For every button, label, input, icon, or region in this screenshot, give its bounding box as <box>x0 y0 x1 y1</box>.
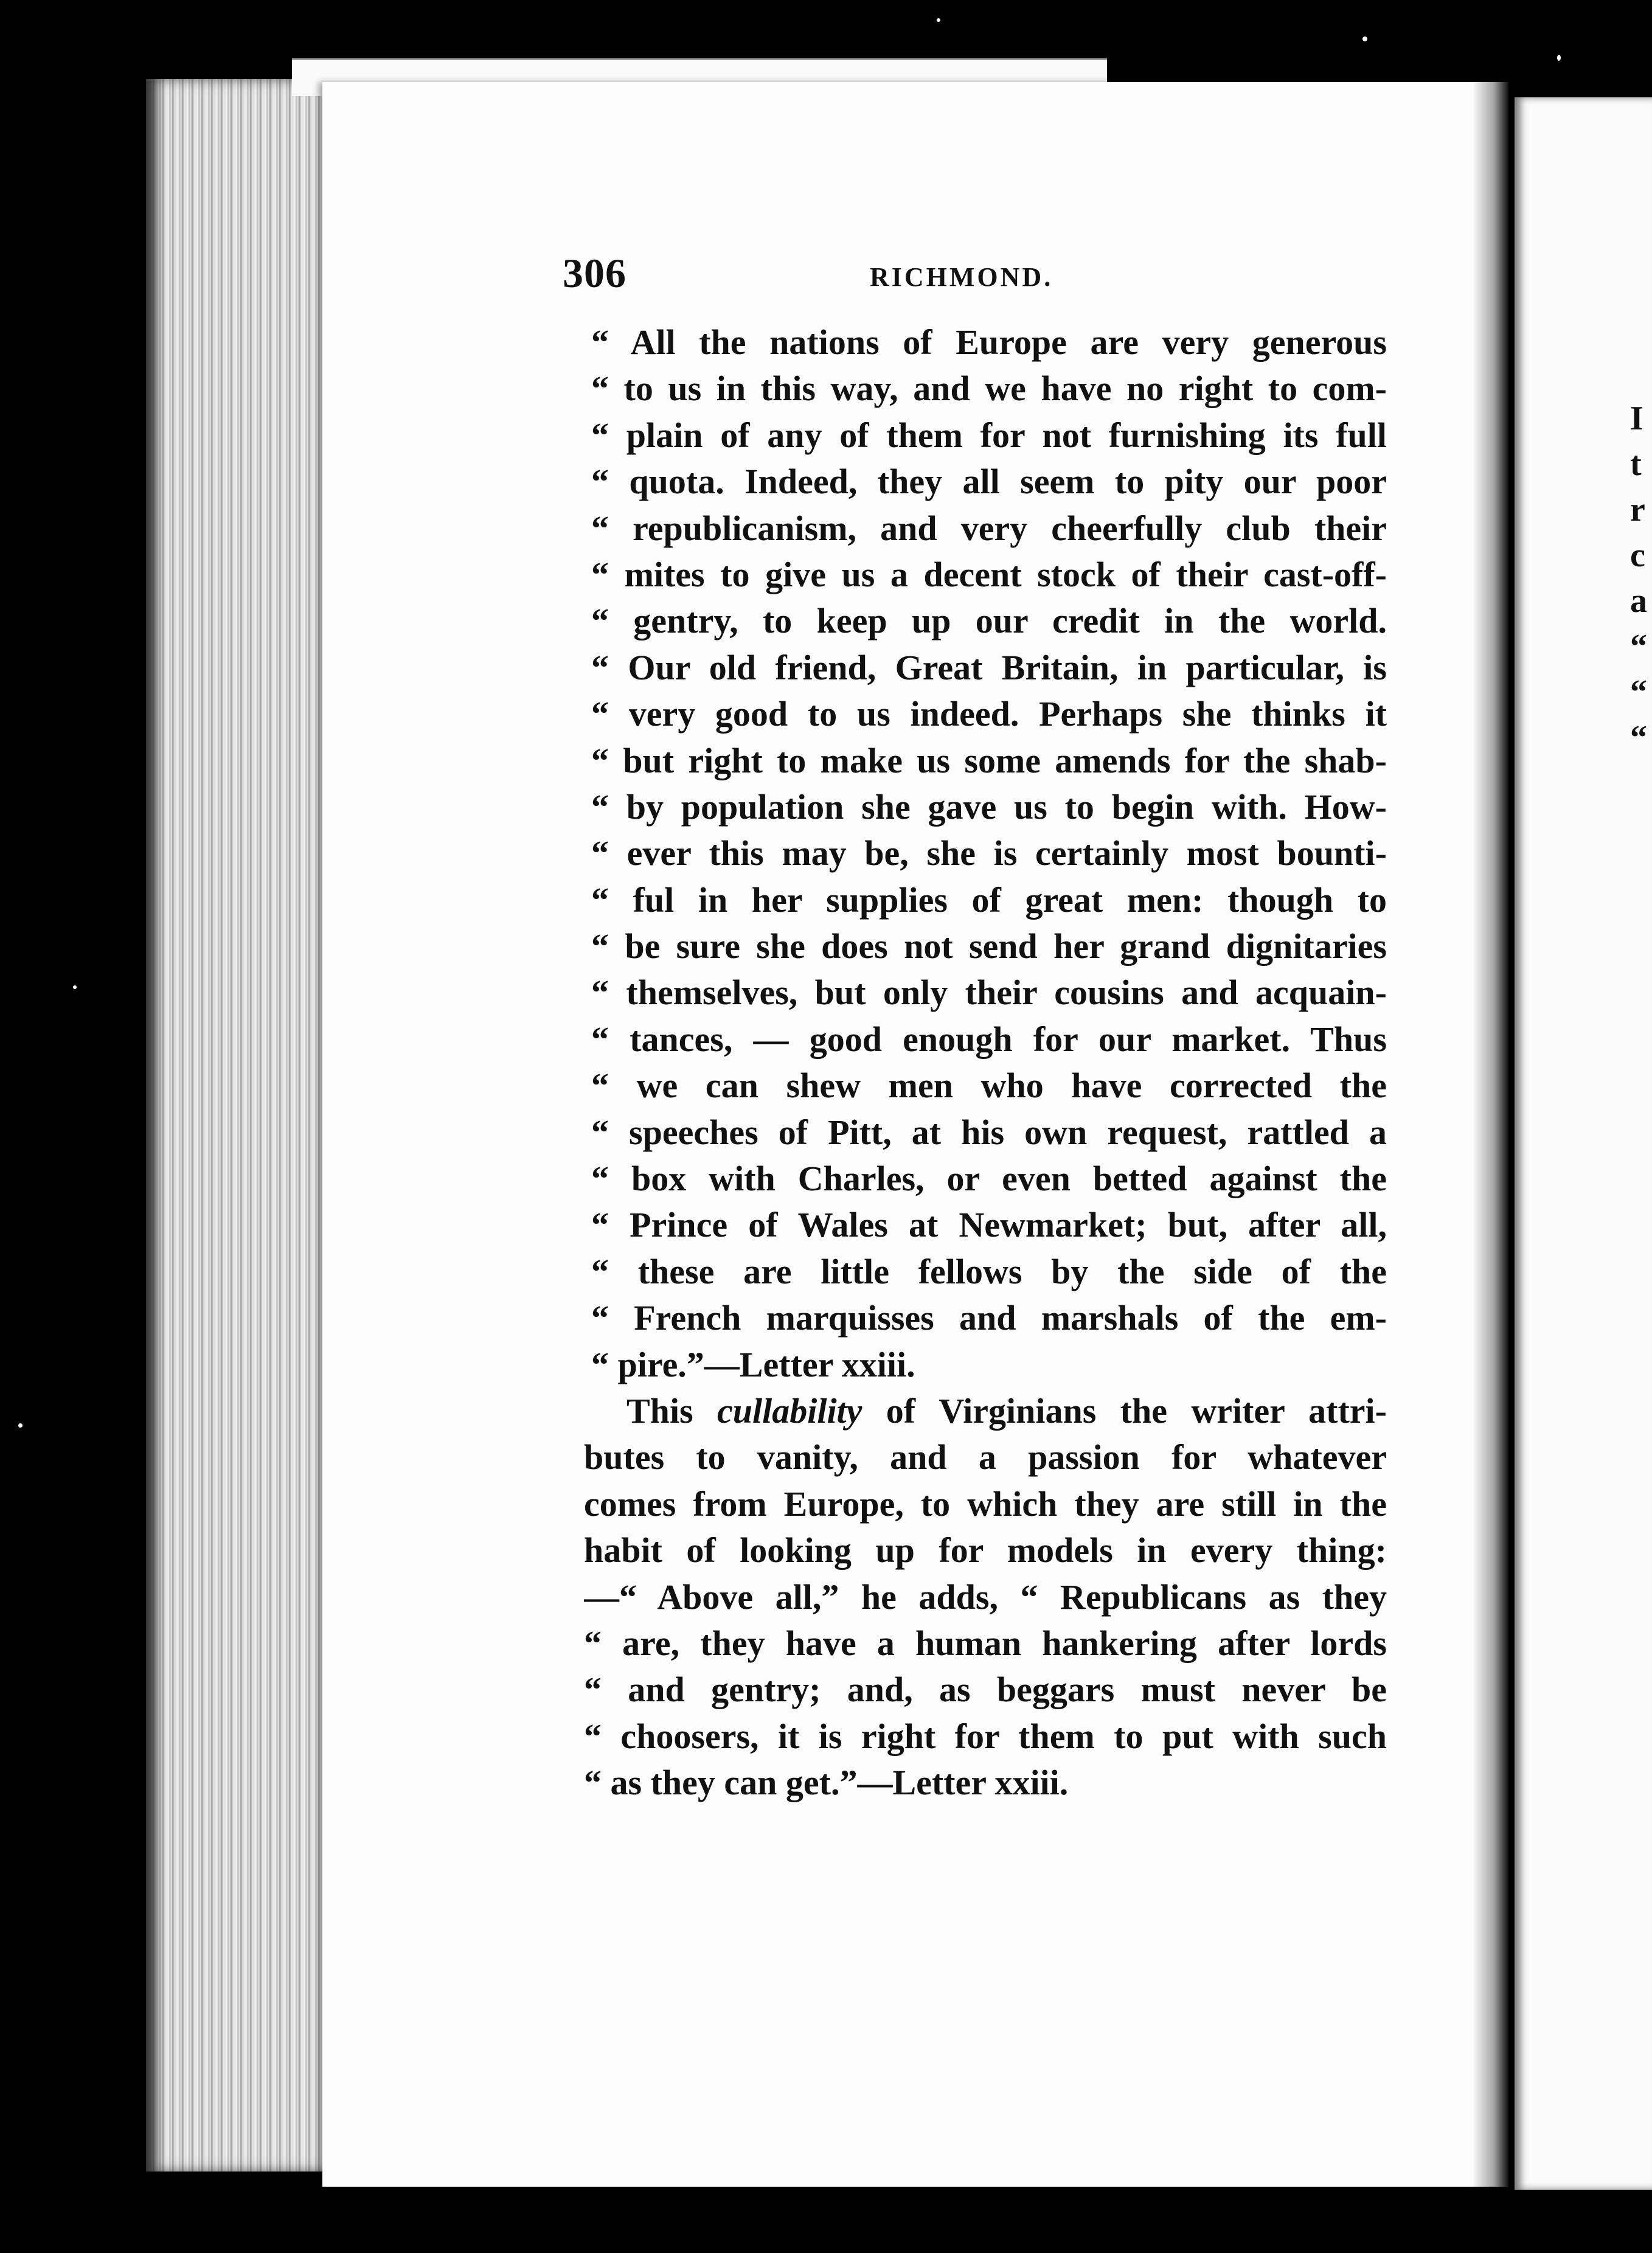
text-line: “ as they can get.”—Letter xxiii. <box>584 1763 1069 1803</box>
body-text <box>584 319 1387 1807</box>
scan-speck <box>1557 55 1561 61</box>
text-line: “ gentry, to keep up our credit in the world. <box>591 601 1387 641</box>
text-line: “ All the nations of Europe are very generous <box>591 322 1387 362</box>
running-head: RICHMOND. <box>870 262 1053 292</box>
text-line: “ plain of any of them for not furnishing its full <box>591 415 1387 455</box>
page-gutter <box>1472 82 1508 2187</box>
text-run: This <box>626 1390 717 1431</box>
text-line: “ tances, — good enough for our market. Thus <box>591 1019 1387 1059</box>
facing-page-fragment: “ <box>1630 719 1647 757</box>
text-run: of Virginians the writer attri- <box>862 1390 1387 1431</box>
facing-page-fragment: r <box>1630 491 1645 529</box>
facing-page-fragment: “ <box>1630 673 1647 711</box>
italic-word: cullability <box>717 1390 862 1431</box>
text-line: “ French marquisses and marshals of the em- <box>591 1298 1387 1338</box>
text-line: “ Our old friend, Great Britain, in particular, is <box>591 647 1387 687</box>
scan-speck <box>18 1423 23 1428</box>
text-line: “ ever this may be, she is certainly most bounti- <box>591 833 1387 873</box>
scan-speck <box>1362 36 1367 41</box>
text-line: “ themselves, but only their cousins and acquain- <box>591 973 1387 1013</box>
text-line: “ we can shew men who have corrected the <box>591 1066 1387 1106</box>
text-line: “ but right to make us some amends for the shab- <box>591 740 1387 780</box>
text-line: “ pire.”—Letter xxiii. <box>591 1344 915 1384</box>
facing-page <box>1515 97 1652 2190</box>
paragraph-first-line <box>584 1388 1387 1434</box>
text-line: “ be sure she does not send her grand dignitaries <box>591 926 1387 967</box>
text-line: butes to vanity, and a passion for whatever <box>584 1437 1387 1477</box>
text-line: “ these are little fellows by the side of the <box>591 1251 1387 1291</box>
text-line: “ speeches of Pitt, at his own request, rattled a <box>591 1112 1387 1152</box>
text-line: “ ful in her supplies of great men: though to <box>591 880 1387 920</box>
text-line: “ quota. Indeed, they all seem to pity our poor <box>591 462 1387 502</box>
text-line: “ are, they have a human hankering after lords <box>584 1623 1387 1663</box>
facing-page-fragment: t <box>1630 445 1642 483</box>
text-line: “ choosers, it is right for them to put with such <box>584 1716 1387 1756</box>
text-line: “ mites to give us a decent stock of their cast-off- <box>591 554 1387 594</box>
text-line: “ Prince of Wales at Newmarket; but, after all, <box>591 1205 1387 1245</box>
scan-speck <box>937 18 940 22</box>
facing-page-fragment: c <box>1630 536 1645 574</box>
facing-page-fragment: I <box>1630 400 1643 437</box>
text-line: “ republicanism, and very cheerfully club their <box>591 508 1387 548</box>
page-number: 306 <box>563 250 626 296</box>
text-line: “ by population she gave us to begin with. How- <box>591 786 1387 827</box>
text-line: —“ Above all,” he adds, “ Republicans as they <box>584 1577 1387 1617</box>
facing-page-fragment: a <box>1630 582 1647 620</box>
text-line: comes from Europe, to which they are still in the <box>584 1484 1387 1524</box>
text-line: “ very good to us indeed. Perhaps she thinks it <box>591 694 1387 734</box>
facing-page-fragment: “ <box>1630 628 1647 665</box>
book-page-edges <box>146 79 328 2171</box>
text-line: “ to us in this way, and we have no right to com- <box>591 369 1387 409</box>
text-line: “ and gentry; and, as beggars must never be <box>584 1670 1387 1710</box>
text-line: “ box with Charles, or even betted against the <box>591 1159 1387 1199</box>
text-line: habit of looking up for models in every thing: <box>584 1530 1387 1571</box>
scan-speck <box>73 985 77 989</box>
